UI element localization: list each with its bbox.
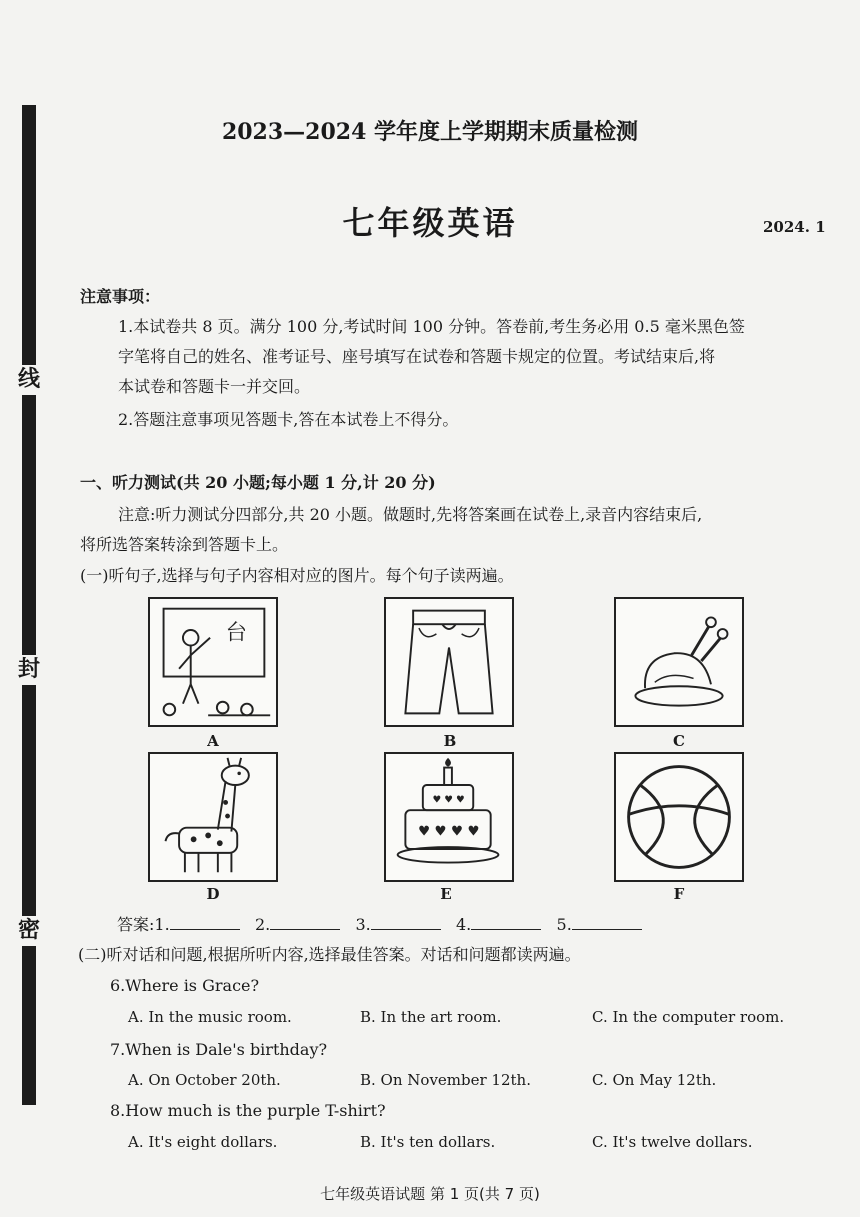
question-6-option-c[interactable]: C. In the computer room. [592,1008,785,1026]
binding-label-mi: 密 [16,916,42,946]
listening-note-line-2: 将所选答案转涂到答题卡上。 [80,535,289,554]
picture-b-label: B [443,732,457,750]
basketball-icon [616,754,742,880]
picture-c-label: C [673,732,685,750]
answer-blank-1[interactable] [170,913,240,930]
picture-a [148,597,278,727]
picture-e-label: E [440,885,452,903]
answer-num-3: 3. [355,915,371,934]
picture-e [384,752,514,882]
binding-line [22,105,36,1105]
svg-text:♥ ♥ ♥ ♥: ♥ ♥ ♥ ♥ [417,823,480,840]
section-1-heading: 一、听力测试(共 20 小题;每小题 1 分,计 20 分) [80,473,436,492]
question-8-option-b[interactable]: B. It's ten dollars. [360,1133,496,1151]
page-footer: 七年级英语试题 第 1 页(共 7 页) [320,1185,540,1203]
picture-f [614,752,744,882]
picture-c [614,597,744,727]
picture-f-label: F [673,885,685,903]
answer-blank-3[interactable] [371,913,441,930]
picture-d [148,752,278,882]
answer-num-2: 2. [254,915,271,934]
picture-d-label: D [206,885,220,903]
answer-blank-2[interactable] [270,913,340,930]
answer-num-4: 4. [456,915,472,934]
picture-a-label: A [207,732,219,750]
giraffe-icon [150,754,276,880]
question-8: 8.How much is the purple T-shirt? [110,1101,386,1120]
teacher-blackboard-icon [150,599,276,725]
question-6-option-a[interactable]: A. In the music room. [128,1008,292,1026]
picture-b [384,597,514,727]
notice-item-1-line-1: 1.本试卷共 8 页。满分 100 分,考试时间 100 分钟。答卷前,考生务必用 0.5 毫米黑色签 [118,317,745,336]
subject-title: 七年级英语 [342,204,518,242]
notice-item-1-line-3: 本试卷和答题卡一并交回。 [118,377,311,396]
question-7-option-c[interactable]: C. On May 12th. [592,1071,717,1089]
answer-label: 答案: [117,915,155,934]
roast-chicken-icon [616,599,742,725]
question-6: 6.Where is Grace? [110,976,260,995]
question-8-option-a[interactable]: A. It's eight dollars. [128,1133,278,1151]
svg-text:♥ ♥ ♥: ♥ ♥ ♥ [432,794,465,806]
binding-label-feng: 封 [16,655,42,685]
answer-num-5: 5. [556,915,572,934]
question-7: 7.When is Dale's birthday? [110,1040,328,1059]
birthday-cake-icon [386,754,512,880]
exam-date: 2024. 1 [763,218,826,236]
answer-blank-5[interactable] [572,913,642,930]
question-7-option-b[interactable]: B. On November 12th. [360,1071,531,1089]
svg-text:台: 台 [225,620,247,646]
part-1-instruction: (一)听句子,选择与句子内容相对应的图片。每个句子读两遍。 [80,566,514,585]
question-6-option-b[interactable]: B. In the art room. [360,1008,502,1026]
answer-num-1: 1. [154,915,170,934]
answer-blank-4[interactable] [471,913,541,930]
question-8-option-c[interactable]: C. It's twelve dollars. [592,1133,753,1151]
binding-label-xian: 线 [16,365,42,395]
listening-note-line-1: 注意:听力测试分四部分,共 20 小题。做题时,先将答案画在试卷上,录音内容结束后, [118,505,703,524]
notice-item-1-line-2: 字笔将自己的姓名、准考证号、座号填写在试卷和答题卡规定的位置。考试结束后,将 [118,347,716,366]
trousers-icon [386,599,512,725]
exam-title: 2023—2024 学年度上学期期末质量检测 [221,119,639,145]
question-7-option-a[interactable]: A. On October 20th. [128,1071,281,1089]
answer-row [117,910,642,940]
notice-heading: 注意事项： [80,287,161,306]
part-2-instruction: (二)听对话和问题,根据所听内容,选择最佳答案。对话和问题都读两遍。 [78,945,581,964]
notice-item-2: 2.答题注意事项见答题卡,答在本试卷上不得分。 [118,410,459,429]
